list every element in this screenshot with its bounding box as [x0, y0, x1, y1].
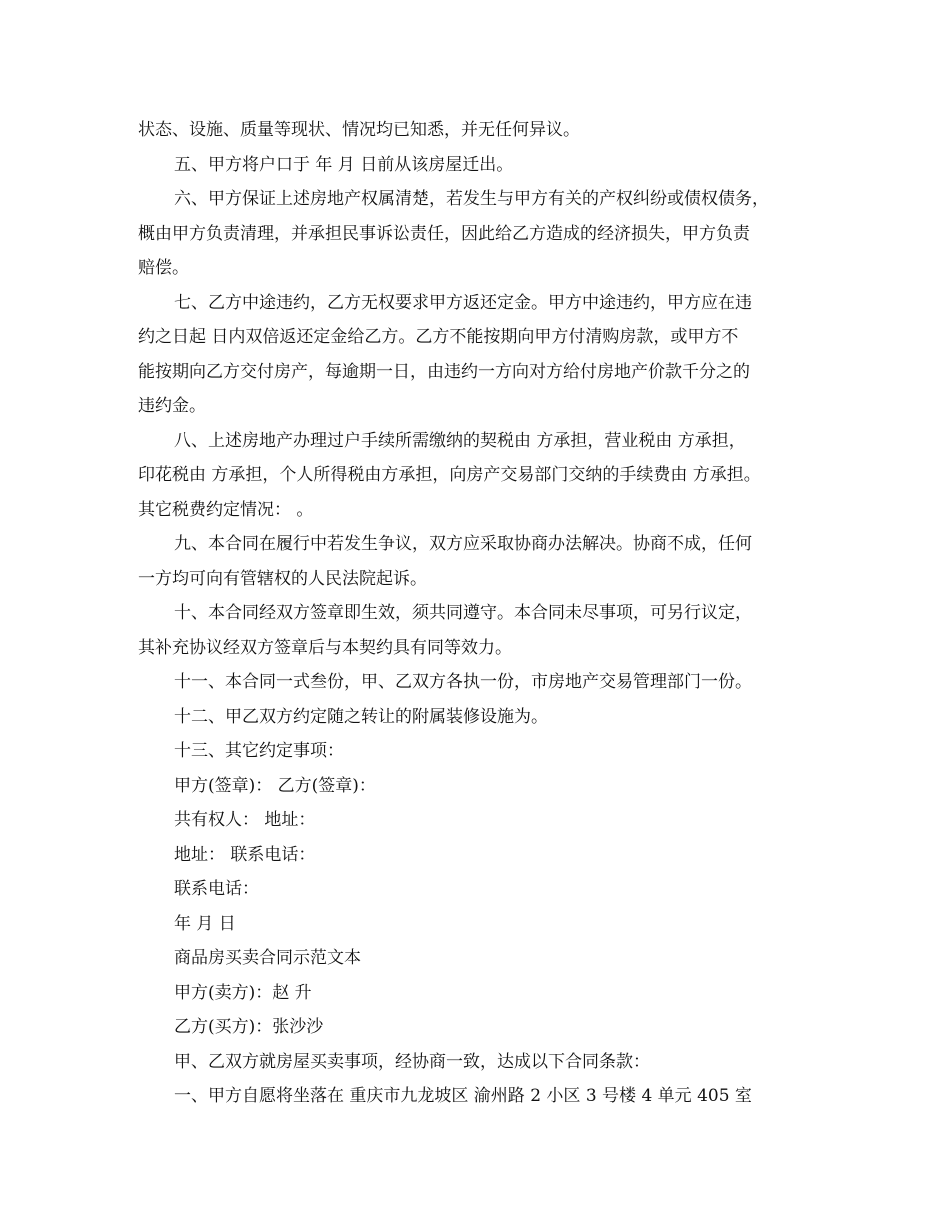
text-line: 五、甲方将户口于 年 月 日前从该房屋迁出。: [174, 154, 514, 175]
text-line: 十三、其它约定事项：: [174, 741, 344, 761]
text-line: 联系电话：: [174, 879, 259, 899]
text-line: 一、甲方自愿将坐落在 重庆市九龙坡区 渝州路 2 小区 3 号楼 4 单元 405 室: [174, 1086, 752, 1106]
text-line: 地址： 联系电话：: [174, 844, 316, 865]
text-line: 状态、设施、质量等现状、情况均已知悉，并无任何异议。: [138, 120, 580, 140]
text-line: 十二、甲乙双方约定随之转让的附属装修设施为。: [174, 706, 548, 727]
text-line: 违约金。: [138, 396, 206, 416]
text-line: 印花税由 方承担，个人所得税由方承担，向房产交易部门交纳的手续费由 方承担。: [138, 465, 761, 485]
text-line: 八、上述房地产办理过户手续所需缴纳的契税由 方承担，营业税由 方承担，: [174, 430, 746, 451]
text-line: 约之日起 日内双倍返还定金给乙方。乙方不能按期向甲方付清购房款，或甲方不: [138, 327, 739, 347]
text-line: 赔偿。: [138, 258, 189, 278]
text-line: 十一、本合同一式叁份，甲、乙双方各执一份，市房地产交易管理部门一份。: [174, 672, 752, 692]
text-line: 九、本合同在履行中若发生争议，双方应采取协商办法解决。协商不成，任何: [174, 534, 752, 554]
text-line: 甲方(卖方)：赵 升: [174, 982, 312, 1003]
text-line: 乙方(买方)：张沙沙: [174, 1017, 324, 1037]
text-line: 十、本合同经双方签章即生效，须共同遵守。本合同未尽事项，可另行议定，: [174, 603, 752, 623]
text-line: 年 月 日: [174, 913, 236, 934]
text-line: 七、乙方中途违约，乙方无权要求甲方返还定金。甲方中途违约，甲方应在违: [174, 292, 752, 313]
text-line: 概由甲方负责清理，并承担民事诉讼责任，因此给乙方造成的经济损失，甲方负责: [138, 223, 750, 244]
text-line: 其它税费约定情况： 。: [138, 499, 314, 520]
text-line: 一方均可向有管辖权的人民法院起诉。: [138, 568, 427, 589]
text-line: 共有权人： 地址：: [174, 810, 316, 830]
text-line: 甲、乙双方就房屋买卖事项，经协商一致，达成以下合同条款：: [174, 1051, 650, 1072]
text-line: 其补充协议经双方签章后与本契约具有同等效力。: [138, 637, 512, 658]
text-line: 甲方(签章)： 乙方(签章)：: [174, 775, 376, 796]
text-line: 商品房买卖合同示范文本: [174, 948, 361, 968]
document-page: [138, 113, 818, 1114]
text-line: 六、甲方保证上述房地产权属清楚，若发生与甲方有关的产权纠纷或债权债务，: [174, 189, 769, 209]
text-line: 能按期向乙方交付房产，每逾期一日，由违约一方向对方给付房地产价款千分之的: [138, 361, 750, 382]
